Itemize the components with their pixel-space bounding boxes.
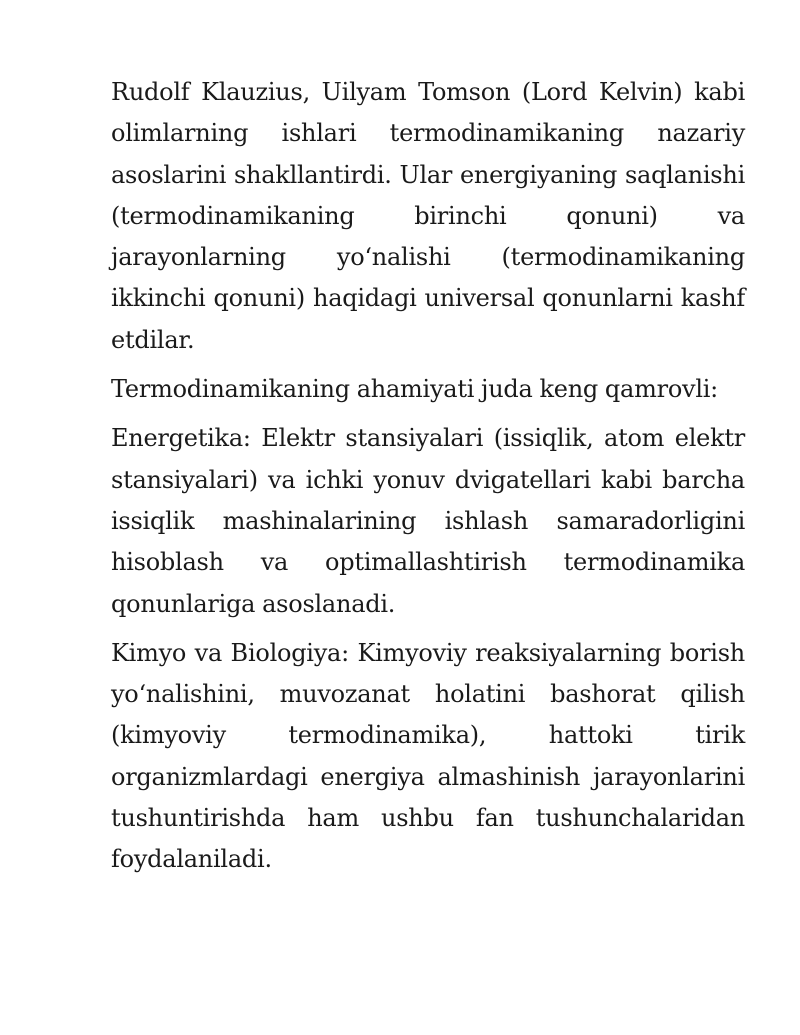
paragraph-energetics: Energetika: Elektr stansiyalari (issiqlik, atom elektr stansiyalari) va ichki yonuv dvigatellari kabi barcha issiqlik mashinalarining ishlash samaradorligini hisoblash va optimallashtirish termodinamika qonunlariga asoslanadi. <box>111 424 745 618</box>
document-page <box>111 72 745 889</box>
paragraph-importance-intro: Termodinamikaning ahamiyati juda keng qamrovli: <box>111 375 719 404</box>
paragraph-chemistry-biology: Kimyo va Biologiya: Kimyoviy reaksiyalarning borish yo‘nalishini, muvozanat holatini bashorat qilish (kimyoviy termodinamika), hattoki tirik organizmlardagi energiya almashinish jarayonlarini tushuntirishda ham ushbu fan tushunchalaridan foydalaniladi. <box>111 638 745 874</box>
paragraph-history: Rudolf Klauzius, Uilyam Tomson (Lord Kelvin) kabi olimlarning ishlari termodinamikaning nazariy asoslarini shakllantirdi. Ular energiyaning saqlanishi (termodinamikaning birinchi qonuni) va jarayonlarning yo‘nalishi (termodinamikaning ikkinchi qonuni) haqidagi universal qonunlarni kashf etdilar. <box>111 78 745 354</box>
